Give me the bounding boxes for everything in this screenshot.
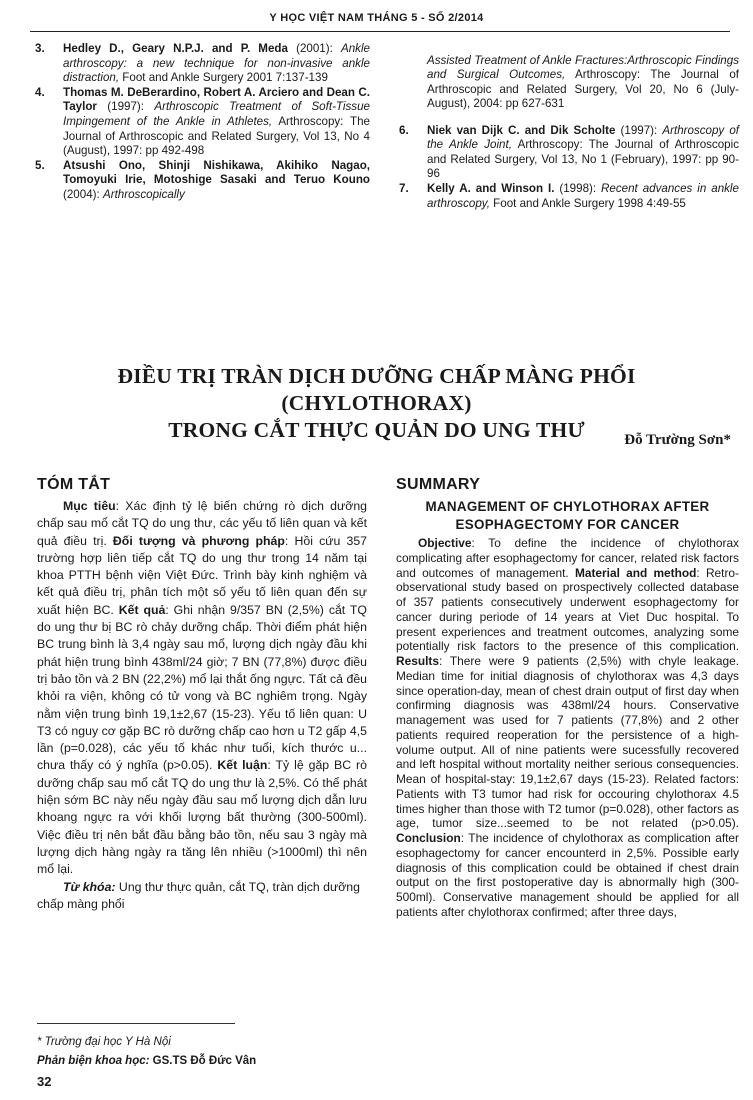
objective-text: : To define the incidence of chylothorax complicating after esophagectomy for cancer, related risk factors and outcomes of management. <box>396 536 739 580</box>
article-title-line: ĐIỀU TRỊ TRÀN DỊCH DƯỠNG CHẤP MÀNG PHỔI (CHYLOTHORAX) <box>117 364 636 415</box>
reference-item <box>35 42 370 86</box>
conclusion-text: : Tỷ lệ gặp BC rò dưỡng chấp sau mổ cắt TQ do ung thư là 2,5%. Có thể phát hiện sớm BC này nếu ngày đầu sau mổ lượng dịch dẫn lưu khoang ngực ra với khối lượng bất thường (300-500ml). Việc điều trị nên bắt đầu bằng bảo tồn, nếu sau 3 ngày mà lượng dịch hàng ngày ra tăng lên nhiều (>1000ml) thì nên mổ lại. <box>37 758 367 877</box>
reference-authors: Hedley D., Geary N.P.J. and P. Meda <box>63 42 288 55</box>
reference-item <box>399 124 739 182</box>
conclusion-text: : The incidence of chylothorax as complication after esophagectomy for cancer encounterd in 2,5%. Possible early diagnosis of this complication could be obtained if chest drain output on the first postoperative day is abnormally high (300-500ml). Conservative management should be applied for all patients after chylothorax confirmed; after three days, <box>396 831 739 919</box>
reviewer-label: Phản biện khoa học: <box>37 1055 150 1067</box>
reference-authors: Atsushi Ono, Shinji Nishikawa, Akihiko Nagao, Tomoyuki Irie, Motoshige Sasaki and Teruo Kouno <box>63 158 370 187</box>
references-left-column <box>35 42 370 203</box>
footnote-reviewer <box>37 1055 256 1067</box>
summary-title-line: ESOPHAGECTOMY FOR CANCER <box>455 517 680 532</box>
reference-number: 6. <box>399 123 409 137</box>
reference-year: (1997): <box>96 100 145 114</box>
method-label: Đối tượng và phương pháp <box>112 533 285 548</box>
conclusion-label: Conclusion <box>396 831 461 845</box>
reference-source: Arthroscopy: The Journal of Arthroscopic and Related Surgery, Vol 13, No 1 (February), 1997: pp 90-96 <box>427 138 739 181</box>
summary-title <box>396 498 739 534</box>
keywords-label: Từ khóa: <box>63 879 116 894</box>
reference-year: (2001): <box>287 42 333 55</box>
results-text: : There were 9 patients (2,5%) with chyle leakage. Median time for initial diagnosis of chylothorax was 4,3 days since operation-day, mean of chest drain output of first day when confirming diagnosis was 438ml/24 hours. Conservative management was used for 7 patients (77,8%) and 2 other patients required reoperation for the persistence of a high-volume output. All of nine patients were sucessfully recovered and left hospital without mortality neither serious consequencies. Mean of hospital-stay: 19,1±2,67 days (15-23). Related factors: Patients with T3 tumor had risk for occouring chylothorax 4.5 times higher than those with T2 tumor (p=0.028), other factors as age, tumor size...seemed to be not related (p>0.05). <box>396 654 739 831</box>
objective-label: Objective <box>418 536 472 550</box>
method-text: : Retro-observational study based on prospectively collected database of 357 patients consecutively underwent esophagectomy for cancer during periode of 14 years at Viet Duc hospital. To present experiences and treatment outcomes, analyzing some potentially risk factors to the presence of this complication. <box>396 565 739 654</box>
objective-text: : Xác định tỷ lệ biến chứng rò dịch dưỡng chấp sau mổ cắt TQ do ung thư, các yếu tố liên quan và kết quả điều trị. <box>37 499 367 548</box>
footnote-rule <box>37 1023 235 1024</box>
keywords-text: Ung thư thực quản, cắt TQ, tràn dịch dưỡng chấp màng phổi <box>37 879 360 911</box>
reference-title: Arthroscopic Treatment of Soft-Tissue Impingement of the Ankle in Athletes, <box>63 100 370 128</box>
reference-title: Arthroscopically <box>102 187 185 201</box>
summary-body <box>396 536 739 920</box>
method-label: Material and method <box>574 565 697 580</box>
reference-number: 4. <box>35 85 45 99</box>
abstract-vietnamese <box>37 476 367 913</box>
keywords <box>37 879 367 914</box>
reference-item <box>35 86 370 159</box>
abstract-body <box>37 498 367 879</box>
reference-continuation <box>399 54 739 112</box>
reference-source: Foot and Ankle Surgery 1998 4:49-55 <box>489 196 686 210</box>
reference-number: 5. <box>35 158 45 172</box>
abstract-heading: TÓM TẮT <box>37 476 111 493</box>
method-text: : Hồi cứu 357 trường hợp liên tiếp cắt TQ do ung thư trong 14 năm tại khoa PTTH bệnh viện Việt Đức. Trình bày kinh nghiệm và kết quả điều trị, phân tích một số yếu tố liên quan đến sự xuất hiện BC. <box>37 533 368 617</box>
reference-item <box>399 182 739 211</box>
reference-authors: Kelly A. and Winson I. <box>427 181 555 195</box>
reference-year: (2004): <box>63 187 100 201</box>
article-title-line: TRONG CẮT THỰC QUẢN DO UNG THƯ <box>168 418 585 442</box>
conclusion-label: Kết luận <box>217 758 268 773</box>
reference-title: Ankle arthroscopy: a new technique for non-invasive ankle distraction, <box>63 42 370 85</box>
results-label: Kết quả <box>118 602 166 617</box>
summary-english <box>396 476 739 920</box>
reference-source: Arthroscopy: The Journal of Arthroscopic and Related Surgery, Vol 13, No 4 (August), 1997: pp 492-498 <box>63 114 370 158</box>
reviewer-name: GS.TS Đỗ Đức Vân <box>149 1055 257 1067</box>
reference-title: Recent advances in ankle arthroscopy, <box>427 181 739 210</box>
running-header: Y HỌC VIỆT NAM THÁNG 5 - SỐ 2/2014 <box>269 12 484 24</box>
references-right-column <box>399 42 739 211</box>
reference-year: (1997): <box>615 123 658 137</box>
reference-title: Assisted Treatment of Ankle Fractures:Arthroscopic Findings and Surgical Outcomes, <box>427 53 739 82</box>
reference-number: 3. <box>35 42 45 55</box>
reference-item <box>35 159 370 203</box>
reference-year: (1998): <box>554 181 597 195</box>
page-number: 32 <box>37 1074 52 1089</box>
reference-authors: Thomas M. DeBerardino, Robert A. Arciero and Dean C. Taylor <box>63 85 370 114</box>
summary-title-line: MANAGEMENT OF CHYLOTHORAX AFTER <box>425 499 710 514</box>
header-rule <box>30 31 730 32</box>
reference-title: Arthroscopy of the Ankle Joint, <box>427 123 739 152</box>
results-label: Results <box>396 654 439 668</box>
objective-label: Mục tiêu <box>63 499 116 513</box>
footnote-affiliation: * Trường đại học Y Hà Nội <box>37 1036 171 1048</box>
summary-heading: SUMMARY <box>396 476 481 493</box>
reference-number: 7. <box>399 181 409 195</box>
reference-authors: Niek van Dijk C. and Dik Scholte <box>427 123 616 137</box>
results-text: : Ghi nhận 9/357 BN (2,5%) cắt TQ do ung thư bị BC rò chảy dưỡng chấp. Thời điểm phát hiện BC trung bình là 3,4 ngày sau mổ, lượng dịch ngày đầu khi phát hiện trung bình 438ml/24 giờ; 7 BN (77,8%) được điều trị bảo tồn và 2 BN (22,2%) mổ lại thắt ống ngực. Tất cả đều khỏi ra viện, không có tử vong và BC nghiêm trọng. Ngày nằm viện trung bình 19,1±2,67 (15-23). Yếu tố liên quan: U T3 có nguy cơ gặp BC rò dưỡng chấp cao hơn u T2 gấp 4,5 lần (p=0.028), các yếu tố khác như tuổi, kích thước u... chưa thấy có ý nghĩa (p>0.05). <box>37 602 367 773</box>
reference-source: Arthroscopy: The Journal of Arthroscopic and Related Surgery, Vol 20, No 6 (July-August), 2004: pp 627-631 <box>427 68 739 111</box>
reference-source: Foot and Ankle Surgery 2001 7:137-139 <box>119 71 328 85</box>
article-author: Đỗ Trường Sơn* <box>624 432 731 448</box>
